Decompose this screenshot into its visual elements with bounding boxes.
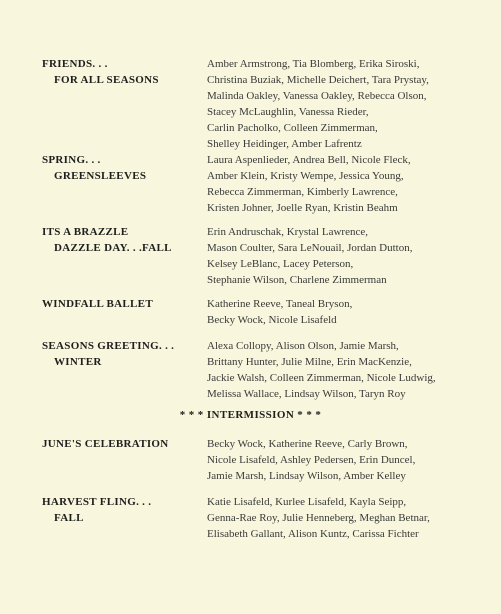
performer-line: Nicole Lisafeld, Ashley Pedersen, Erin Duncel, [207,454,416,466]
performer-line: Mason Coulter, Sara LeNouail, Jordan Dutton, [207,242,413,254]
section-title-line: SEASONS GREETING. . . [42,340,175,352]
section-title-line: JUNE'S CELEBRATION [42,438,169,450]
performer-line: Stephanie Wilson, Charlene Zimmerman [207,274,387,286]
section-title-line: HARVEST FLING. . . [42,496,152,508]
performer-line: Katherine Reeve, Taneal Bryson, [207,298,353,310]
performer-line: Katie Lisafeld, Kurlee Lisafeld, Kayla Seipp, [207,496,407,508]
section-title-line: WINDFALL BALLET [42,298,153,310]
section-title [42,338,207,370]
performer-line: Shelley Heidinger, Amber Lafrentz [207,138,362,150]
performer-line: Jackie Walsh, Colleen Zimmerman, Nicole Ludwig, [207,372,436,384]
performer-names [207,152,497,216]
performer-line: Genna-Rae Roy, Julie Henneberg, Meghan Betnar, [207,512,430,524]
performer-line: Brittany Hunter, Julie Milne, Erin MacKenzie, [207,356,412,368]
performer-line: Kelsey LeBlanc, Lacey Peterson, [207,258,354,270]
performer-line: Jamie Marsh, Lindsay Wilson, Amber Kelley [207,470,406,482]
section-title-line: DAZZLE DAY. . .FALL [54,242,172,254]
section-title-line: ITS A BRAZZLE [42,226,129,238]
section-title-line: WINTER [54,356,102,368]
performer-names [207,296,497,328]
performer-line: Rebecca Zimmerman, Kimberly Lawrence, [207,186,398,198]
performer-line: Alexa Collopy, Alison Olson, Jamie Marsh, [207,340,399,352]
performer-line: Melissa Wallace, Lindsay Wilson, Taryn Roy [207,388,406,400]
section-title-line: FOR ALL SEASONS [54,74,159,86]
performer-line: Stacey McLaughlin, Vanessa Rieder, [207,106,369,118]
performer-line: Amber Klein, Kristy Wempe, Jessica Young, [207,170,404,182]
section-title-line: GREENSLEEVES [54,170,147,182]
section-title-line: FRIENDS. . . [42,58,108,70]
section-title [42,494,207,526]
section-title-line: FALL [54,512,84,524]
section-title [42,152,207,184]
performer-line: Amber Armstrong, Tia Blomberg, Erika Siroski, [207,58,420,70]
performer-names [207,338,497,402]
performer-names [207,494,497,542]
performer-names [207,436,497,484]
performer-line: Laura Aspenlieder, Andrea Bell, Nicole Fleck, [207,154,411,166]
performer-line: Carlin Pacholko, Colleen Zimmerman, [207,122,378,134]
section-title [42,296,207,312]
section-title [42,56,207,88]
section-title [42,224,207,256]
performer-line: Erin Andruschak, Krystal Lawrence, [207,226,368,238]
performer-line: Malinda Oakley, Vanessa Oakley, Rebecca Olson, [207,90,427,102]
intermission-heading: * * * INTERMISSION * * * [179,409,322,421]
section-title [42,436,207,452]
section-title-line: SPRING. . . [42,154,101,166]
performer-line: Becky Wock, Katherine Reeve, Carly Brown, [207,438,408,450]
performer-names [207,56,497,152]
performer-line: Christina Buziak, Michelle Deichert, Tara Prystay, [207,74,429,86]
performer-line: Becky Wock, Nicole Lisafeld [207,314,337,326]
performer-line: Kristen Johner, Joelle Ryan, Kristin Beahm [207,202,398,214]
performer-line: Elisabeth Gallant, Alison Kuntz, Carissa Fichter [207,528,419,540]
performer-names [207,224,497,288]
